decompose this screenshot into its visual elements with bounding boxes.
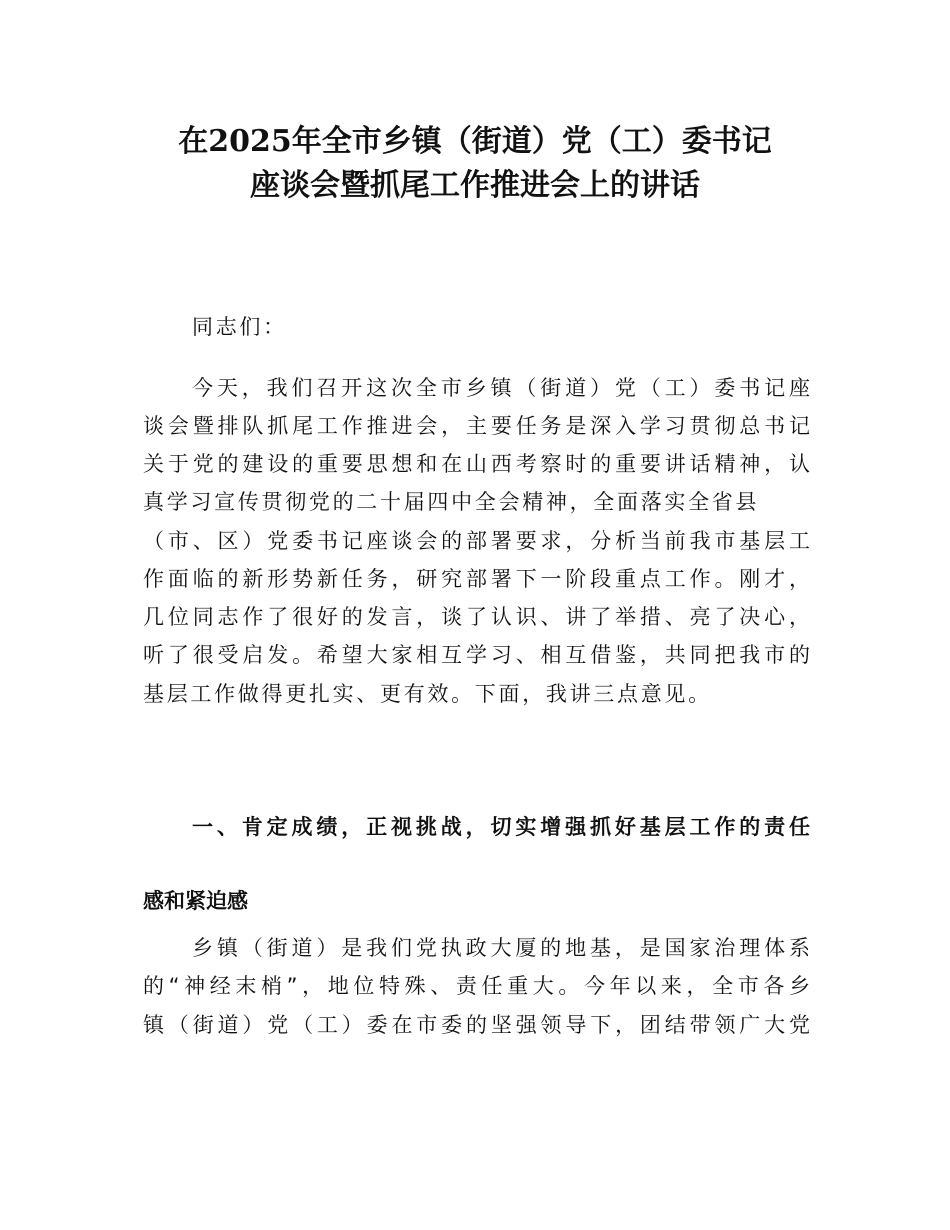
text-line: 听了很受启发。希望大家相互学习、相互借鉴，共同把我市的 bbox=[143, 643, 810, 667]
text-line: 谈会暨排队抓尾工作推进会，主要任务是深入学习贯彻总书记 bbox=[143, 414, 810, 438]
text-line: （市、区）党委书记座谈会的部署要求，分析当前我市基层工 bbox=[143, 529, 810, 553]
text-line: 今天，我们召开这次全市乡镇（街道）党（工）委书记座 bbox=[192, 376, 810, 400]
title-line: 在2025年全市乡镇（街道）党（工）委书记 bbox=[178, 124, 772, 159]
salutation: 同志们： bbox=[192, 315, 287, 339]
document-title bbox=[0, 120, 950, 208]
heading-line: 一、肯定成绩，正视挑战，切实增强抓好基层工作的责任 bbox=[192, 815, 810, 839]
title-line: 座谈会暨抓尾工作推进会上的讲话 bbox=[250, 168, 700, 203]
heading-line: 感和紧迫感 bbox=[143, 889, 248, 913]
text-line: 的“神经末梢”，地位特殊、责任重大。今年以来，全市各乡 bbox=[143, 974, 810, 998]
text-line: 镇（街道）党（工）委在市委的坚强领导下，团结带领广大党 bbox=[143, 1013, 810, 1037]
text-line: 基层工作做得更扎实、更有效。下面，我讲三点意见。 bbox=[143, 682, 712, 706]
text-line: 几位同志作了很好的发言，谈了认识、讲了举措、亮了决心， bbox=[143, 605, 810, 629]
text-line: 作面临的新形势新任务，研究部署下一阶段重点工作。刚才， bbox=[143, 567, 810, 591]
text-line: 关于党的建设的重要思想和在山西考察时的重要讲话精神，认 bbox=[143, 452, 810, 476]
text-line: 乡镇（街道）是我们党执政大厦的地基，是国家治理体系 bbox=[192, 936, 810, 960]
text-line: 真学习宣传贯彻党的二十届四中全会精神，全面落实全省县 bbox=[143, 490, 760, 514]
